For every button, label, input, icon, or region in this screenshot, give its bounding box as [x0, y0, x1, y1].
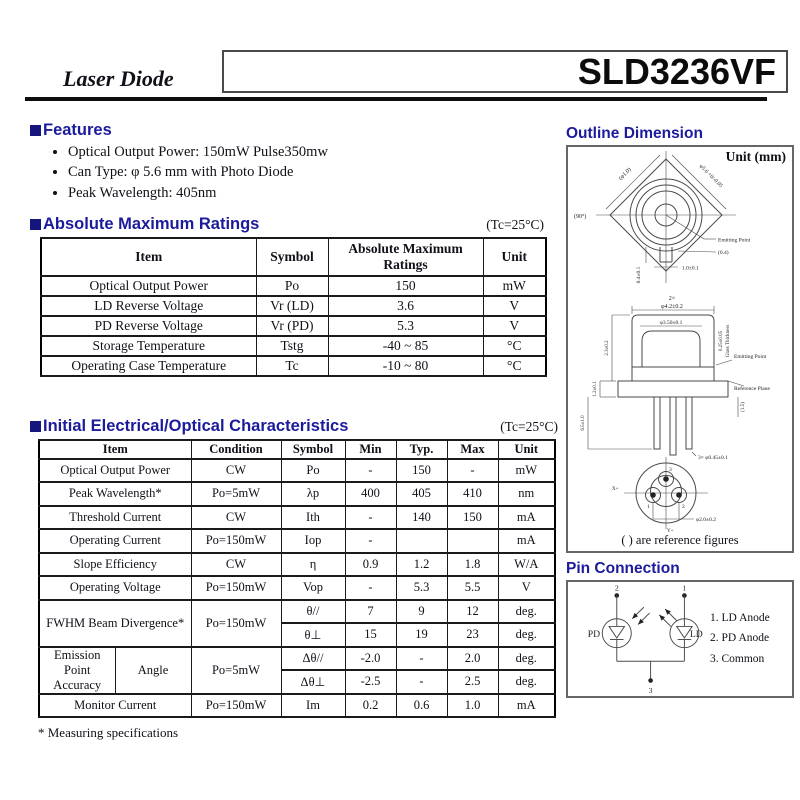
pin-connection-heading: Pin Connection: [566, 560, 680, 577]
table-cell: Optical Output Power: [41, 276, 256, 296]
table-row: [39, 600, 555, 624]
side-view-window-dia-label: φ3.50±0.1: [659, 319, 683, 326]
outline-heading: Outline Dimension: [566, 125, 703, 142]
side-view-lead-dia-label: 3× φ0.45±0.1: [698, 454, 728, 461]
table-cell: 0.9: [345, 553, 396, 577]
feature-item: • Can Type: φ 5.6 mm with Photo Diode: [68, 164, 535, 181]
table-cell: 410: [447, 482, 498, 506]
table-cell: 1.2: [396, 553, 447, 577]
table-cell: 1.0: [447, 694, 498, 718]
section-heading-amr: [30, 216, 259, 233]
table-cell: deg.: [498, 670, 555, 694]
table-cell: 400: [345, 482, 396, 506]
table-header-row: [39, 440, 555, 459]
table-cell: Peak Wavelength*: [39, 482, 191, 506]
top-view-inner-dia-label: (φ1.0): [617, 166, 633, 182]
pin-connection-frame: [566, 580, 794, 698]
feature-item: • Optical Output Power: 150mW Pulse350mw: [68, 144, 535, 161]
column-header: Typ.: [396, 440, 447, 459]
column-header: Max: [447, 440, 498, 459]
chars-heading-row: [30, 418, 560, 435]
outline-side-view-drawing: [588, 303, 744, 456]
column-header: Min: [345, 440, 396, 459]
section-heading-features: [30, 122, 535, 139]
column-header: Condition: [191, 440, 281, 459]
top-view-tab-width-label: 1.0±0.1: [682, 265, 699, 271]
table-cell: -: [345, 529, 396, 553]
side-view-lead-length-label: 6.5±1.0: [581, 414, 586, 431]
table-cell: 12: [447, 600, 498, 624]
table-cell: 150: [328, 276, 483, 296]
pin-legend-item: 2. PD Anode: [710, 632, 770, 645]
table-cell: θ//: [281, 600, 345, 624]
table-cell: η: [281, 553, 345, 577]
unit-label: Unit (mm): [725, 148, 786, 164]
column-header: Item: [39, 440, 191, 459]
table-row: [39, 459, 555, 483]
product-family-title: Laser Diode: [63, 66, 174, 91]
table-cell: FWHM Beam Divergence*: [39, 600, 191, 647]
table-cell: Tstg: [256, 336, 328, 356]
section-square-icon: [30, 125, 41, 136]
table-cell: Threshold Current: [39, 506, 191, 530]
table-cell: mW: [498, 459, 555, 483]
bottom-view-pitch-dia-label: φ2.0±0.2: [696, 516, 716, 523]
table-cell: 23: [447, 623, 498, 647]
table-cell: [396, 529, 447, 553]
reference-figures-note: ( ) are reference figures: [621, 532, 739, 547]
characteristics-table: [38, 439, 556, 719]
table-cell: 9: [396, 600, 447, 624]
table-cell: 1.8: [447, 553, 498, 577]
pd-label: PD: [587, 628, 601, 640]
table-cell: Vop: [281, 576, 345, 600]
column-header: Unit: [483, 238, 546, 276]
table-cell: Po=5mW: [191, 647, 281, 694]
pin2-number: 2: [614, 583, 619, 593]
table-cell: Operating Current: [39, 529, 191, 553]
table-cell: Po: [256, 276, 328, 296]
outline-dimension-section: [566, 126, 794, 553]
table-cell: Slope Efficiency: [39, 553, 191, 577]
table-cell: Optical Output Power: [39, 459, 191, 483]
chars-condition: (Tc=25°C): [500, 418, 558, 434]
characteristics-section: [30, 418, 560, 741]
table-cell: 7: [345, 600, 396, 624]
table-cell: Vr (LD): [256, 296, 328, 316]
table-cell: 0.6: [396, 694, 447, 718]
table-cell: -: [345, 506, 396, 530]
table-cell: Operating Voltage: [39, 576, 191, 600]
table-cell: -10 ~ 80: [328, 356, 483, 376]
table-cell: Angle: [115, 647, 191, 694]
side-view-flange-thickness-label: 1.2±0.1: [593, 380, 598, 397]
table-cell: 2.5: [447, 670, 498, 694]
section-square-icon: [30, 421, 41, 432]
table-cell: -: [345, 459, 396, 483]
table-cell: 5.3: [396, 576, 447, 600]
column-header: Item: [41, 238, 256, 276]
table-cell: V: [483, 296, 546, 316]
part-number-box: [222, 50, 788, 93]
top-view-tab-height-label: 0.4±0.1: [636, 266, 642, 283]
table-header-row: [41, 238, 546, 276]
pin-connection-section: [566, 561, 794, 698]
bottom-view-x-axis-label: X+: [612, 486, 619, 492]
side-view-cap-height-label: 2.3±0.2: [605, 339, 610, 356]
outline-diagram: [568, 149, 791, 535]
table-cell: W/A: [498, 553, 555, 577]
bottom-view-pin1-label: 1: [647, 503, 650, 510]
side-view-offset-label: (1.5): [741, 401, 746, 412]
feature-item: • Peak Wavelength: 405nm: [68, 185, 535, 202]
table-cell: 0.2: [345, 694, 396, 718]
amr-heading: Absolute Maximum Ratings: [43, 215, 260, 233]
table-cell: Emission Point Accuracy: [39, 647, 115, 694]
table-cell: -40 ~ 85: [328, 336, 483, 356]
table-cell: °C: [483, 336, 546, 356]
characteristics-heading: Initial Electrical/Optical Characteristics: [43, 417, 349, 435]
table-cell: -: [447, 459, 498, 483]
table-cell: Po: [281, 459, 345, 483]
table-cell: Operating Case Temperature: [41, 356, 256, 376]
table-cell: CW: [191, 506, 281, 530]
table-cell: -2.0: [345, 647, 396, 671]
table-cell: 150: [396, 459, 447, 483]
side-view-glass-text-label: Glass Thickness: [726, 324, 731, 357]
top-view-tab-depth-label: (0.4): [718, 249, 729, 256]
table-cell: Ith: [281, 506, 345, 530]
amr-heading-row: [30, 216, 546, 233]
pin-legend-item: 3. Common: [710, 652, 765, 665]
amr-condition: (Tc=25°C): [486, 216, 544, 232]
top-view-outer-dia-label: φ5.6 +0/-0.05: [697, 162, 724, 189]
table-cell: -: [345, 576, 396, 600]
measuring-footnote: * Measuring specifications: [38, 725, 179, 740]
table-cell: 3.6: [328, 296, 483, 316]
ld-label: LD: [689, 628, 703, 640]
table-cell: V: [498, 576, 555, 600]
table-row: [39, 647, 555, 671]
table-cell: 405: [396, 482, 447, 506]
table-cell: Monitor Current: [39, 694, 191, 718]
table-row: [41, 316, 546, 336]
table-row: [39, 529, 555, 553]
table-cell: Vr (PD): [256, 316, 328, 336]
features-list: [68, 144, 535, 202]
pin3-number: 3: [648, 685, 653, 695]
side-view-emitting-point-label: Emitting Point: [734, 353, 767, 360]
column-header: Absolute Maximum Ratings: [328, 238, 483, 276]
table-cell: deg.: [498, 600, 555, 624]
table-cell: Δθ//: [281, 647, 345, 671]
top-view-emitting-point-label: Emitting Point: [718, 237, 751, 243]
table-cell: 2.0: [447, 647, 498, 671]
bottom-view-pin3-label: 3: [669, 466, 672, 473]
table-row: [39, 553, 555, 577]
table-row: [39, 694, 555, 718]
table-cell: -: [396, 647, 447, 671]
table-cell: Δθ⊥: [281, 670, 345, 694]
table-cell: Tc: [256, 356, 328, 376]
table-cell: 5.5: [447, 576, 498, 600]
section-square-icon: [30, 219, 41, 230]
features-heading: Features: [43, 121, 112, 139]
section-heading-characteristics: [30, 418, 348, 435]
table-cell: mW: [483, 276, 546, 296]
table-cell: Po=150mW: [191, 576, 281, 600]
table-cell: Po=150mW: [191, 529, 281, 553]
table-cell: LD Reverse Voltage: [41, 296, 256, 316]
table-cell: -2.5: [345, 670, 396, 694]
table-cell: Iop: [281, 529, 345, 553]
side-view-reference-plane-label: Reference Plane: [734, 385, 770, 392]
table-cell: Storage Temperature: [41, 336, 256, 356]
column-header: Symbol: [281, 440, 345, 459]
table-cell: deg.: [498, 647, 555, 671]
table-cell: λp: [281, 482, 345, 506]
side-view-glass-dim-label: 0.25±0.05: [719, 330, 724, 351]
top-view-angle-label: (90°): [574, 213, 587, 220]
part-number: SLD3236VF: [577, 50, 776, 92]
table-cell: 5.3: [328, 316, 483, 336]
table-row: [41, 336, 546, 356]
table-cell: mA: [498, 529, 555, 553]
table-row: [39, 482, 555, 506]
pin-connection-diagram: [568, 582, 710, 696]
table-cell: Im: [281, 694, 345, 718]
pin-legend-item: 1. LD Anode: [710, 611, 770, 624]
table-cell: CW: [191, 553, 281, 577]
table-cell: Po=150mW: [191, 694, 281, 718]
table-row: [41, 296, 546, 316]
pin1-number: 1: [682, 583, 687, 593]
column-header: Unit: [498, 440, 555, 459]
side-view-cap-dia-label: φ4.2±0.2: [661, 303, 683, 310]
table-cell: 19: [396, 623, 447, 647]
header-rule: [25, 97, 767, 101]
amr-table: [40, 237, 547, 377]
table-cell: deg.: [498, 623, 555, 647]
table-row: [41, 356, 546, 376]
table-cell: Po=150mW: [191, 600, 281, 647]
pin-legend: [710, 582, 770, 670]
table-cell: PD Reverse Voltage: [41, 316, 256, 336]
pin-connection-drawing: [602, 593, 699, 683]
features-section: [30, 122, 535, 205]
table-cell: °C: [483, 356, 546, 376]
side-view-qty-label: 2×: [668, 295, 676, 302]
table-cell: 150: [447, 506, 498, 530]
table-cell: θ⊥: [281, 623, 345, 647]
column-header: Symbol: [256, 238, 328, 276]
table-cell: [447, 529, 498, 553]
bottom-view-pin2-label: 2: [682, 503, 685, 510]
table-cell: -: [396, 670, 447, 694]
table-row: [39, 576, 555, 600]
outline-drawing-frame: [566, 145, 794, 553]
absolute-maximum-ratings-section: [30, 216, 546, 377]
table-cell: V: [483, 316, 546, 336]
table-cell: mA: [498, 694, 555, 718]
table-cell: 140: [396, 506, 447, 530]
table-cell: CW: [191, 459, 281, 483]
table-row: [39, 506, 555, 530]
table-cell: mA: [498, 506, 555, 530]
table-cell: Po=5mW: [191, 482, 281, 506]
table-cell: nm: [498, 482, 555, 506]
table-row: [41, 276, 546, 296]
bottom-view-y-axis-label: Y+: [667, 528, 674, 534]
table-cell: 15: [345, 623, 396, 647]
outline-top-view-drawing: [596, 151, 736, 283]
